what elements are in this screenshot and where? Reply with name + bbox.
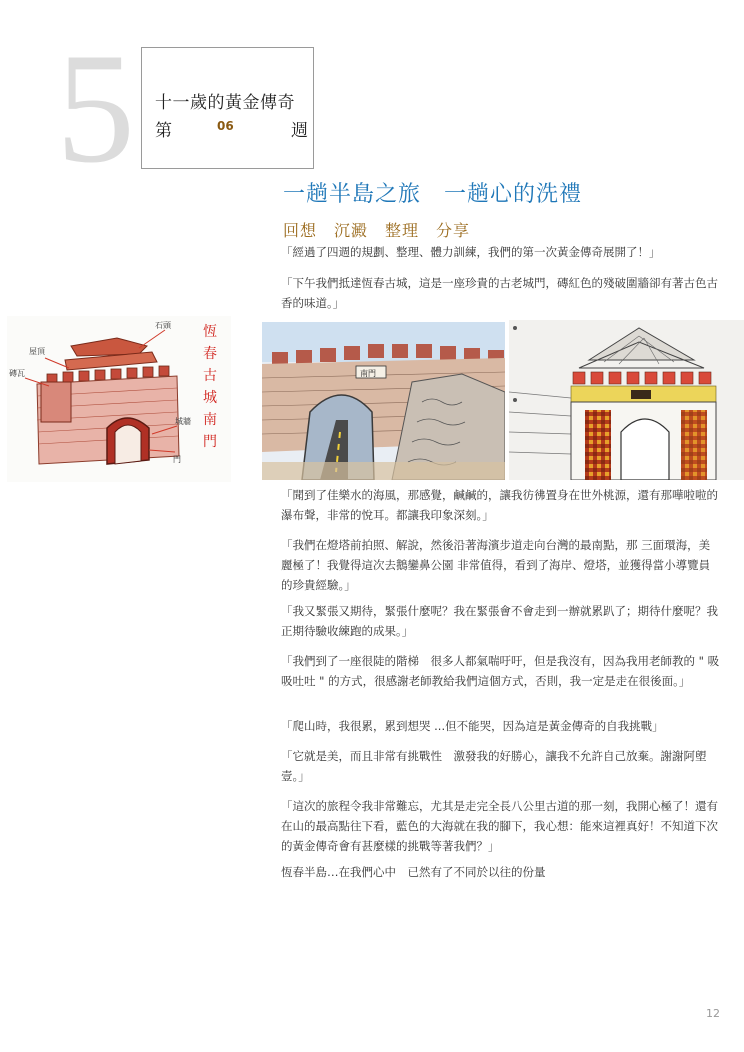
chapter-number: 5 [56, 21, 131, 196]
gate-plaque: 南門 [360, 369, 376, 378]
right-gate-tower-drawing [509, 320, 744, 480]
drawing-title-char: 門 [203, 434, 217, 450]
drawing-label: 磚瓦 [9, 369, 25, 378]
drawing-label: 石頭 [155, 321, 171, 330]
paragraph: 「聞到了佳樂水的海風，那感覺，鹹鹹的，讓我彷彿置身在世外桃源，還有那嘩啦啦的瀑布聲，非常的悅耳。都讓我印象深刻。」 [281, 488, 718, 522]
paragraph: 「我又緊張又期待，緊張什麼呢？我在緊張會不會走到一辦就累趴了；期待什麼呢？我正期待驗收練跑的成果。」 [281, 604, 718, 638]
sub-heading: 回想 沉澱 整理 分享 [283, 221, 471, 240]
left-city-gate-drawing [7, 316, 231, 482]
drawing-title-char: 恆 [203, 324, 217, 340]
week-number: 06 [217, 119, 234, 133]
drawing-title-char: 南 [203, 412, 217, 428]
chapter-title-box [141, 47, 314, 169]
chapter-title: 十一歲的黃金傳奇 [155, 93, 295, 113]
main-heading: 一趟半島之旅 一趟心的洗禮 [283, 182, 583, 207]
week-suffix: 週 [291, 121, 308, 141]
paragraph: 「經過了四週的規劃、整理、體力訓練，我們的第一次黃金傳奇展開了！」 [281, 245, 661, 259]
paragraph: 「它就是美，而且非常有挑戰性 激發我的好勝心，讓我不允許自己放棄。謝謝阿塱壹。」 [281, 749, 707, 783]
page-number: 12 [706, 1007, 720, 1020]
drawing-label: 屋頂 [29, 347, 45, 356]
paragraph: 「我們到了一座很陡的階梯 很多人都氣喘吁吁，但是我沒有，因為我用老師教的 " 吸吸吐吐 " 的方式，很感謝老師教給我們這個方式，否則，我一定是走在很後面。」 [281, 654, 720, 688]
drawing-title-char: 城 [203, 390, 217, 406]
paragraph: 「這次的旅程令我非常難忘，尤其是走完全長八公里古道的那一刻，我開心極了！還有在山的最高點往下看，藍色的大海就在我的腳下，我心想：能來這裡真好！不知道下次的黃金傳奇會有甚麼樣的挑戰等著我們？」 [281, 799, 718, 853]
drawing-label: 門 [173, 455, 181, 464]
paragraph: 「我們在燈塔前拍照、解說，然後沿著海濱步道走向台灣的最南點，那 三面環海，美麗極了！我覺得這次去鵝鑾鼻公園 非常值得，看到了海岸、燈塔，並獲得當小導覽員的珍貴經驗。」 [281, 538, 711, 592]
middle-city-wall-drawing [262, 322, 505, 480]
week-prefix: 第 [155, 121, 172, 141]
drawing-title-char: 春 [203, 346, 217, 362]
paragraph: 「下午我們抵達恆春古城，這是一座珍貴的古老城門，磚紅色的殘破圍牆卻有著古色古香的味道。」 [281, 276, 718, 310]
drawing-label: 城牆 [175, 417, 191, 426]
drawing-title-char: 古 [203, 368, 217, 384]
paragraph: 恆春半島…在我們心中 已然有了不同於以往的份量 [281, 865, 546, 879]
paragraph: 「爬山時，我很累，累到想哭 ...但不能哭，因為這是黃金傳奇的自我挑戰」 [281, 719, 664, 733]
